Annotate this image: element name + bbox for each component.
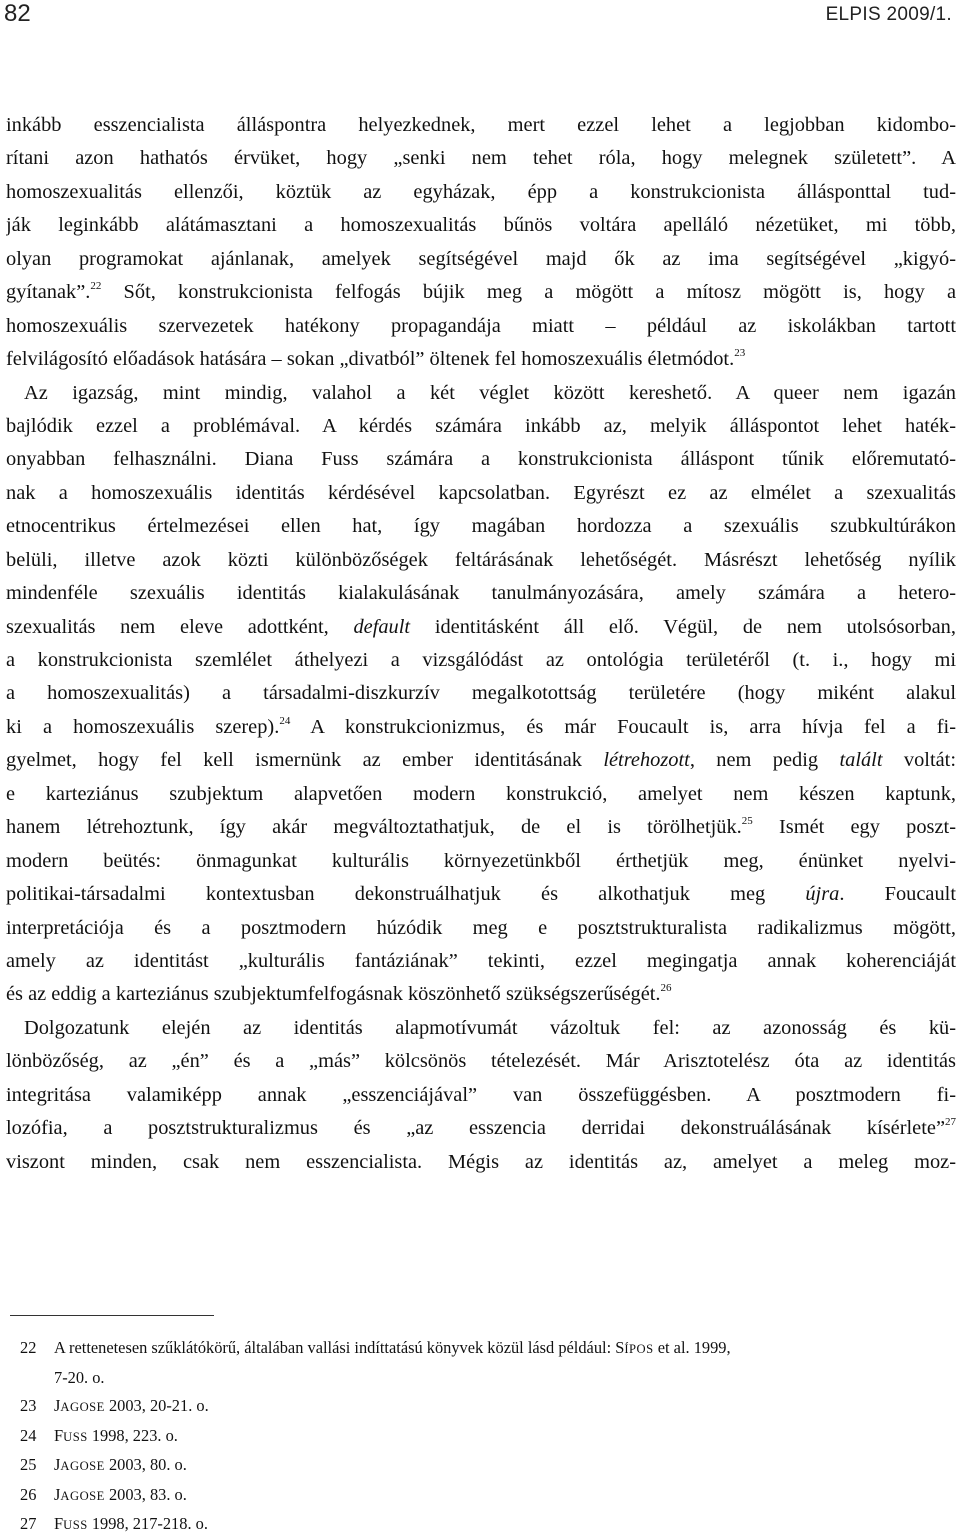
footnote-ref: 27 (945, 1116, 956, 1129)
text-line: a homoszexualitás) a társadalmi-diszkurzív megalkotottság területére (hogy miként alakul (6, 682, 956, 705)
text-line: hanem létrehoztunk, így akár megváltoztathatjuk, de el is törölhetjük.$^{25}$ Ismét egy poszt- (6, 815, 956, 839)
text-line: interpretációja és a posztmodern húzódik meg e posztstrukturalista radikalizmus mögött, (6, 916, 956, 939)
text-line: viszont minden, csak nem esszencialista. Mégis az identitás az, amelyet a meleg moz- (6, 1150, 956, 1173)
text-line: lozófia, a posztstrukturalizmus és „az esszencia derridai dekonstruálásának kísérlete”$^{27}$ (6, 1116, 956, 1140)
footnote-ref: 23 (734, 347, 746, 360)
italic-term: létrehozott (603, 749, 690, 772)
italic-term: újra (805, 883, 840, 906)
footnote-number: 25 (20, 1455, 37, 1474)
text-line: Az igazság, mint mindig, valahol a két véglet között kereshető. A queer nem igazán (24, 381, 956, 404)
footnote-text: 7-20. o. (54, 1367, 105, 1387)
footnote-25 (20, 1451, 960, 1481)
footnote-number: 24 (20, 1425, 37, 1445)
footnote-text: A rettenetesen szűklátókörű, általában vallási indíttatású könyvek közül lásd például: SÍPOS et al. 1999, (54, 1338, 731, 1357)
footnote-text: FUSS 1998, 217-218. o. (54, 1514, 208, 1533)
text-line: lönbözőség, az „én” és a „más” kölcsönös tételezését. Már Arisztotelész óta az identitás (6, 1050, 956, 1073)
footnote-27 (20, 1510, 960, 1540)
text-line: integritása valamiképp annak „esszenciájával” van összefüggésben. A posztmodern fi- (6, 1083, 956, 1106)
text-line: modern beütés: önmagunkat kulturális környezetünkből érthetjük meg, énünket nyelvi- (6, 849, 956, 872)
footnote-ref: 24 (279, 714, 291, 727)
footnote-ref: 22 (90, 280, 102, 293)
text-line: ják leginkább alátámasztani a homoszexualitás bűnös voltára apelláló nézetüket, mi több, (6, 214, 956, 237)
text-line: rítani azon hathatós érvüket, hogy „senki nem tehet róla, hogy melegnek született”. A (6, 147, 956, 170)
text-line: a konstrukcionista szemlélet áthelyezi a vizsgálódást az ontológia területéről (t. i., hogy mi (6, 649, 956, 671)
text-line: etnocentrikus értelmezései ellen hat, így magában hordozza a szexuális szubkultúrákon (6, 515, 956, 538)
footnote-ref: 25 (741, 815, 753, 828)
footnote-ref: 26 (660, 982, 672, 995)
italic-term: talált (839, 749, 883, 772)
footnote-divider (10, 1315, 214, 1316)
text-line: olyan programokat ajánlanak, amelyek segítségével majd ők az ima segítségével „kigyó- (6, 247, 956, 270)
text-line: mindenféle szexuális identitás kialakulásának tanulmányozására, amely számára a hetero- (6, 582, 956, 605)
text-line: gyítanak”.$^{22}$ Sőt, konstrukcionista felfogás bújik meg a mögött a mítosz mögött is, hogy a (6, 280, 956, 304)
text-line: szexualitás nem eleve adottként, default identitásként áll elő. Végül, de nem utolsósorban, (6, 615, 956, 638)
text-line: amely az identitást „kulturális fantáziának” tekinti, ezzel megingatja annak koherenciáját (6, 949, 956, 972)
footnote-26 (20, 1481, 960, 1511)
text-line: és az eddig a karteziánus szubjektumfelfogásnak köszönhető szükségszerűségét.$^{26}$ (6, 982, 672, 1006)
text-line: Dolgozatunk elején az identitás alapmotívumát vázoltuk fel: az azonosság és kü- (24, 1016, 956, 1039)
footnote-text: FUSS 1998, 223. o. (54, 1425, 178, 1445)
footnote-text: JAGOSE 2003, 20-21. o. (54, 1396, 209, 1415)
footnotes (20, 1334, 960, 1540)
footnote-text: JAGOSE 2003, 80. o. (54, 1455, 187, 1474)
text-line: homoszexuális szervezetek hatékony propagandája miatt – például az iskolákban tartott (6, 314, 956, 337)
page-number: 82 (4, 0, 31, 27)
text-line: bajlódik ezzel a problémával. A kérdés számára inkább az, melyik álláspontot lehet haték- (6, 414, 956, 437)
text-line: ki a homoszexuális szerep).$^{24}$ A konstrukcionizmus, és már Foucault is, arra hívja fel a fi- (6, 714, 956, 738)
footnote-number: 27 (20, 1514, 37, 1533)
footnote-24 (20, 1422, 960, 1452)
footnote-22 (20, 1334, 960, 1392)
journal-title: ELPIS 2009/1. (825, 4, 952, 25)
footnote-number: 23 (20, 1396, 37, 1415)
footnote-number: 26 (20, 1484, 37, 1504)
text-line: felvilágosító előadások hatására – sokan „divatból” öltenek fel homoszexuális életmódot.$^{23}$ (6, 347, 746, 371)
footnote-number: 22 (20, 1338, 37, 1357)
text-line: nak a homoszexuális identitás kérdésével kapcsolatban. Egyrészt ez az elmélet a szexualitás (6, 481, 956, 504)
text-line: belüli, illetve azok közti különbözőségek feltárásának lehetőségét. Másrészt lehetőség nyílik (6, 548, 956, 571)
text-line: gyelmet, hogy fel kell ismernünk az ember identitásának létrehozott, nem pedig talált voltát: (6, 749, 956, 772)
page-header (0, 0, 960, 30)
text-line: inkább esszencialista álláspontra helyezkednek, mert ezzel lehet a legjobban kidombo- (6, 114, 956, 136)
footnote-23 (20, 1392, 960, 1422)
footnote-text: JAGOSE 2003, 83. o. (54, 1484, 187, 1504)
body-text (6, 109, 956, 1179)
text-line: politikai-társadalmi kontextusban dekonstruálhatjuk és alkothatjuk meg újra. Foucault (6, 883, 956, 906)
text-line: homoszexualitás ellenzői, köztük az egyházak, épp a konstrukcionista állásponttal tud- (6, 180, 956, 203)
text-line: e karteziánus szubjektum alapvetően modern konstrukció, amelyet nem készen kaptunk, (6, 782, 956, 805)
italic-term: default (353, 615, 411, 638)
text-line: onyabban felhasználni. Diana Fuss számára a konstrukcionista álláspont tűnik előremutató- (6, 448, 956, 471)
